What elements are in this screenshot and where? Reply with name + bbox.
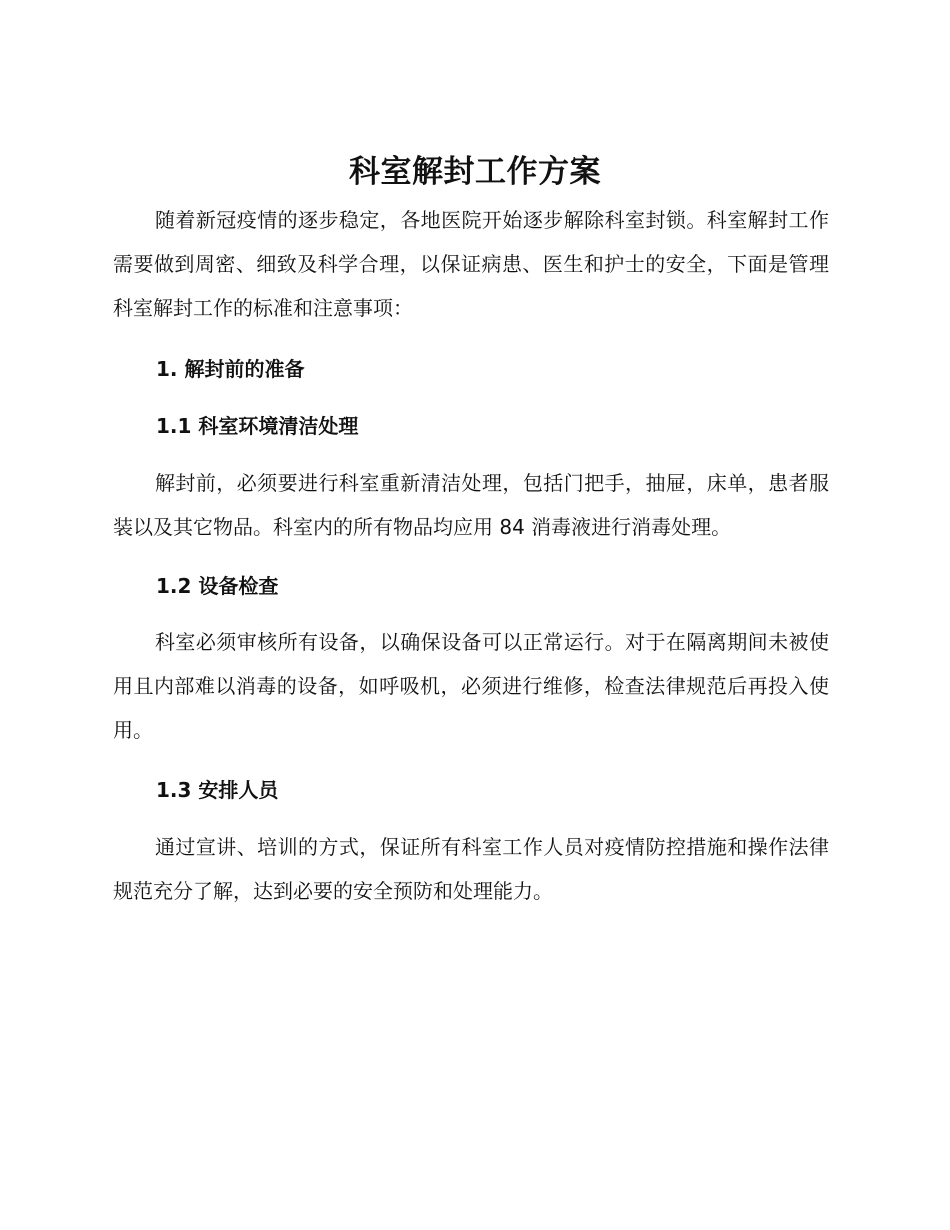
- section-body-cleaning: 解封前，必须要进行科室重新清洁处理，包括门把手，抽屉，床单，患者服装以及其它物品。科室内的所有物品均应用 84 消毒液进行消毒处理。: [113, 471, 829, 539]
- section-heading-equipment: 1.2 设备检查: [156, 574, 279, 598]
- page-title: 科室解封工作方案: [349, 154, 601, 190]
- section-heading-preparation: 1. 解封前的准备: [156, 357, 305, 381]
- section-body-staffing: 通过宣讲、培训的方式，保证所有科室工作人员对疫情防控措施和操作法律规范充分了解，达到必要的安全预防和处理能力。: [113, 835, 829, 903]
- section-heading-staffing: 1.3 安排人员: [156, 778, 279, 802]
- section-body-equipment: 科室必须审核所有设备，以确保设备可以正常运行。对于在隔离期间未被使用且内部难以消毒的设备，如呼吸机，必须进行维修，检查法律规范后再投入使用。: [113, 630, 829, 742]
- section-heading-cleaning: 1.1 科室环境清洁处理: [156, 414, 359, 438]
- intro-paragraph: 随着新冠疫情的逐步稳定，各地医院开始逐步解除科室封锁。科室解封工作需要做到周密、细致及科学合理，以保证病患、医生和护士的安全，下面是管理科室解封工作的标准和注意事项：: [113, 208, 829, 320]
